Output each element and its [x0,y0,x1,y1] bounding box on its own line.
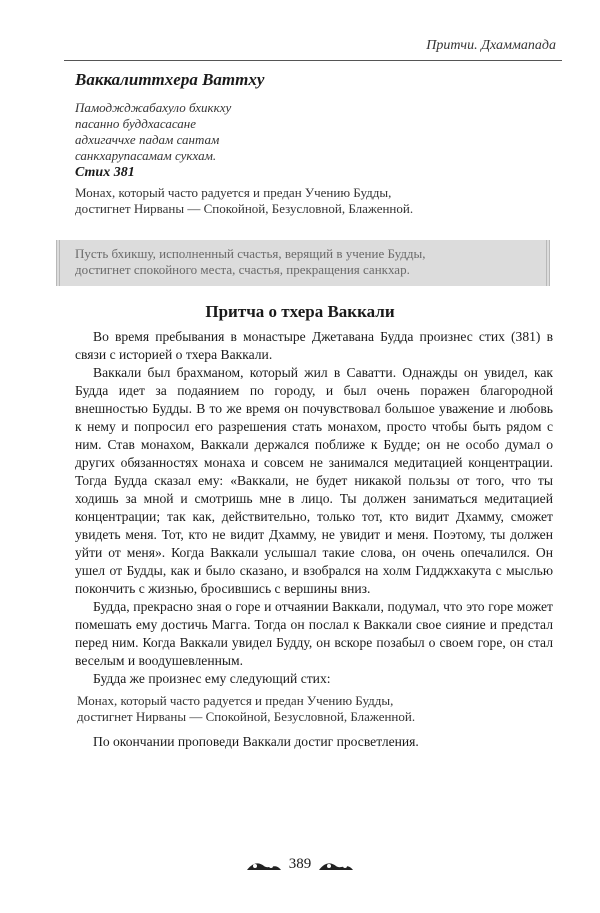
pali-title: Ваккалиттхера Ваттху [75,70,265,89]
verse-quote [75,693,553,725]
running-header: Притчи. Дхаммапада [426,38,556,53]
section-title: Притча о тхера Ваккали [205,302,395,321]
alt-line: достигнет спокойного места, счастья, прекращения санкхар. [75,262,410,277]
pali-verse [75,100,231,164]
pali-line: адхигаччхе падам сантам [75,132,220,147]
paragraph: Ваккали был брахманом, который жил в Саватти. Однажды он увидел, как Будда идет за подаянием по городу, и был очень поражен благородной внешностью Будды. В то же время он почувствовал большое уважение и любовь к нему и попросил его разрешения стать монахом, просто чтобы быть рядом с ним. Став монахом, Ваккали держался поближе к Будде; он не особо думал о других обязанностях монаха и совсем не занимался медитацией концентрации. Тогда Будда сказал ему: «Ваккали, не будет никакой пользы от того, что ты ходишь за мной и смотришь мне в лицо. Ты должен заниматься медитацией концентрации; так как, действительно, только тот, кто видит Дхамму, сможет увидеть меня. Тот, кто не видит Дхамму, не увидит и меня. Поэтому, ты должен уйти от меня». Когда Ваккали услышал такие слова, он очень опечалился. Он ушел от Будды, как и было сказано, и взобрался на холм Гидджхакута с мыслью покончить с жизнью, бросившись с вершины вниз. [75,365,553,596]
pali-line: Памоджджабахуло бхиккху [75,100,232,115]
page-footer [0,856,600,873]
alt-line: Пусть бхикшу, исполненный счастья, верящий в учение Будды, [75,246,426,261]
paragraph: Будда, прекрасно зная о горе и отчаянии Ваккали, подумал, что это горе может помешать ему достичь Магга. Тогда он послал к Ваккали свое сияние и предстал перед ним. Когда Ваккали увидел Будду, он вскоре позабыл о своем горе, он стал веселым и воодушевленным. [75,599,553,668]
paragraph: Во время пребывания в монастыре Джетавана Будда произнес стих (381) в связи с историей о тхера Ваккали. [75,329,553,362]
verse-translation [75,185,413,217]
quote-line: Монах, который часто радуется и предан Учению Будды, [77,693,394,708]
paragraph: Будда же произнес ему следующий стих: [93,671,331,686]
right-ornament-icon [317,858,355,872]
verse-line: Монах, который часто радуется и предан Учению Будды, [75,185,392,200]
story-body [75,328,553,751]
alt-translation [75,246,426,278]
page-number: 389 [288,856,312,872]
verse-label: Стих 381 [75,165,135,180]
left-ornament-icon [245,858,283,872]
verse-line: достигнет Нирваны — Спокойной, Безусловной, Блаженной. [75,201,414,216]
quote-line: достигнет Нирваны — Спокойной, Безусловной, Блаженной. [77,709,416,724]
pali-line: пасанно буддхасасане [75,116,197,131]
paragraph: По окончании проповеди Ваккали достиг просветления. [93,734,419,749]
pali-line: санкхарупасамам сукхам. [75,148,217,163]
header-rule [64,60,562,61]
